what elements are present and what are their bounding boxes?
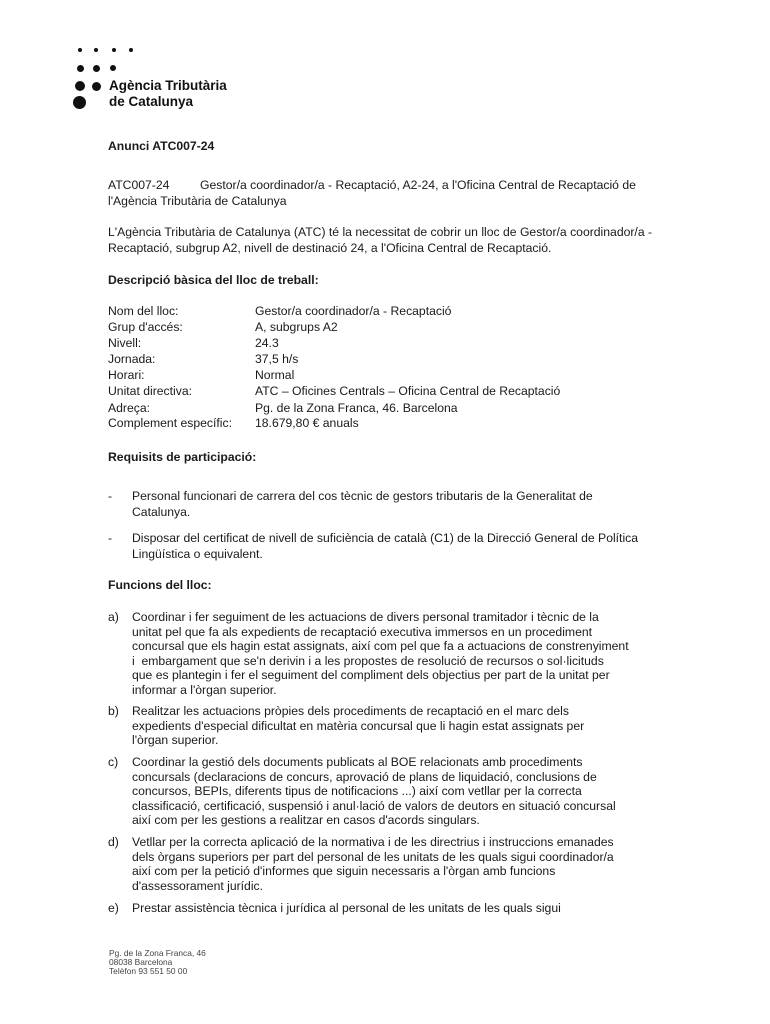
description-value: Normal (255, 368, 295, 382)
list-item-text (132, 835, 672, 893)
list-marker: b) (108, 704, 119, 718)
description-label: Complement específic: (108, 416, 232, 430)
list-item-text (132, 755, 672, 828)
list-item-line: així com per la petició d'informes que siguin necessaris a l'òrgan amb funcions (132, 864, 556, 879)
paragraph-line-2: Recaptació, subgrup A2, nivell de destinació 24, a l'Oficina Central de Recaptació. (108, 241, 552, 255)
list-item-line: Coordinar la gestió dels documents publicats al BOE relacionats amb procediments (132, 755, 583, 769)
list-item-line: unitat pel que fa als expedients de recaptació executiva immersos en un procediment (132, 624, 593, 639)
requirements-heading: Requisits de participació: (108, 450, 257, 464)
description-label: Unitat directiva: (108, 384, 192, 398)
description-value: Gestor/a coordinador/a - Recaptació (255, 304, 452, 318)
description-value: ATC – Oficines Centrals – Oficina Central de Recaptació (255, 384, 561, 398)
logo-line-2: de Catalunya (109, 94, 194, 109)
list-item-text (132, 901, 672, 916)
list-item-line: i embargament que se'n derivin i a les propostes de resolució de recursos o sol·licituds (132, 653, 604, 668)
logo-text (109, 78, 227, 110)
list-item-text (132, 704, 672, 748)
description-value: Pg. de la Zona Franca, 46. Barcelona (255, 401, 458, 415)
list-item-line: concursal que els hagin estat assignats, així com pel que fa a actuacions de constrenyiment (132, 639, 629, 654)
list-item-line: Vetllar per la correcta aplicació de la normativa i de les directrius i instruccions emanades (132, 835, 614, 849)
document-title: Anunci ATC007-24 (108, 139, 215, 153)
list-item-line: informar a l'òrgan superior. (132, 682, 277, 697)
list-item-line: concursos, BEPIs, diferents tipus de notificacions ...) així com vetllar per la correcta (132, 784, 582, 799)
list-marker: e) (108, 901, 119, 915)
description-value: 18.679,80 € anuals (255, 416, 359, 430)
list-item-line: així com per les gestions a realitzar en casos d'acords singulars. (132, 813, 480, 828)
description-label: Jornada: (108, 352, 156, 366)
footer-address (109, 949, 206, 976)
intro-line-1: Gestor/a coordinador/a - Recaptació, A2-24, a l'Oficina Central de Recaptació de (200, 178, 636, 192)
footer-line-3: Telèfon 93 551 50 00 (109, 966, 188, 976)
logo-line-1: Agència Tributària (109, 78, 227, 93)
intro-line-2: l'Agència Tributària de Catalunya (108, 194, 287, 208)
list-marker: - (108, 531, 113, 545)
list-item-line: l'òrgan superior. (132, 733, 219, 748)
intro-code: ATC007-24 (108, 178, 170, 192)
list-item-line: Realitzar les actuacions pròpies dels procediments de recaptació en el marc dels (132, 704, 569, 718)
list-marker: d) (108, 835, 119, 849)
description-label: Nivell: (108, 336, 142, 350)
description-label: Nom del lloc: (108, 304, 179, 318)
list-item-line: classificació, certificació, suspensió i anul·lació de valors de deutors en situació concursal (132, 798, 616, 813)
description-heading: Descripció bàsica del lloc de treball: (108, 273, 319, 287)
list-marker: a) (108, 610, 119, 624)
footer-line-2: 08038 Barcelona (109, 957, 173, 967)
list-item-line: dels òrgans superiors per part del personal de les unitats de les quals sigui coordinador/a (132, 849, 614, 864)
list-item-line: Personal funcionari de carrera del cos tècnic de gestors tributaris de la Generalitat de (132, 489, 593, 503)
logo-mark-icon (68, 44, 108, 110)
list-item-line: Catalunya. (132, 505, 191, 519)
list-item-line: Lingüística o equivalent. (132, 547, 263, 561)
list-item-line: Coordinar i fer seguiment de les actuacions de divers personal tramitador i tècnic de la (132, 610, 599, 624)
list-item-text (132, 530, 672, 562)
list-item-line: d'assessorament jurídic. (132, 878, 264, 893)
description-value: 37,5 h/s (255, 352, 299, 366)
description-label: Grup d'accés: (108, 320, 183, 334)
description-label: Adreça: (108, 401, 151, 415)
footer-line-1: Pg. de la Zona Franca, 46 (109, 948, 206, 958)
description-value: A, subgrups A2 (255, 320, 338, 334)
list-item-line: que es plantegin i fer el seguiment del compliment dels objectius per part de la unitat per (132, 668, 610, 683)
list-item-line: Disposar del certificat de nivell de suficiència de català (C1) de la Direcció General de Política (132, 531, 639, 545)
functions-heading: Funcions del lloc: (108, 578, 212, 592)
list-item-line: expedients d'especial dificultat en matèria concursal que li hagin estat assignats per (132, 718, 585, 733)
list-item-line: concursals (declaracions de concurs, aprovació de plans de liquidació, conclusions de (132, 769, 597, 784)
paragraph-line-1: L'Agència Tributària de Catalunya (ATC) té la necessitat de cobrir un lloc de Gestor/a coordinador/a - (108, 225, 653, 239)
list-item-line: Prestar assistència tècnica i jurídica al personal de les unitats de les quals sigui (132, 901, 561, 915)
list-item-text (132, 488, 672, 520)
description-label: Horari: (108, 368, 145, 382)
list-marker: c) (108, 755, 119, 769)
list-item-text (132, 610, 672, 698)
description-value: 24.3 (255, 336, 279, 350)
list-marker: - (108, 489, 113, 503)
